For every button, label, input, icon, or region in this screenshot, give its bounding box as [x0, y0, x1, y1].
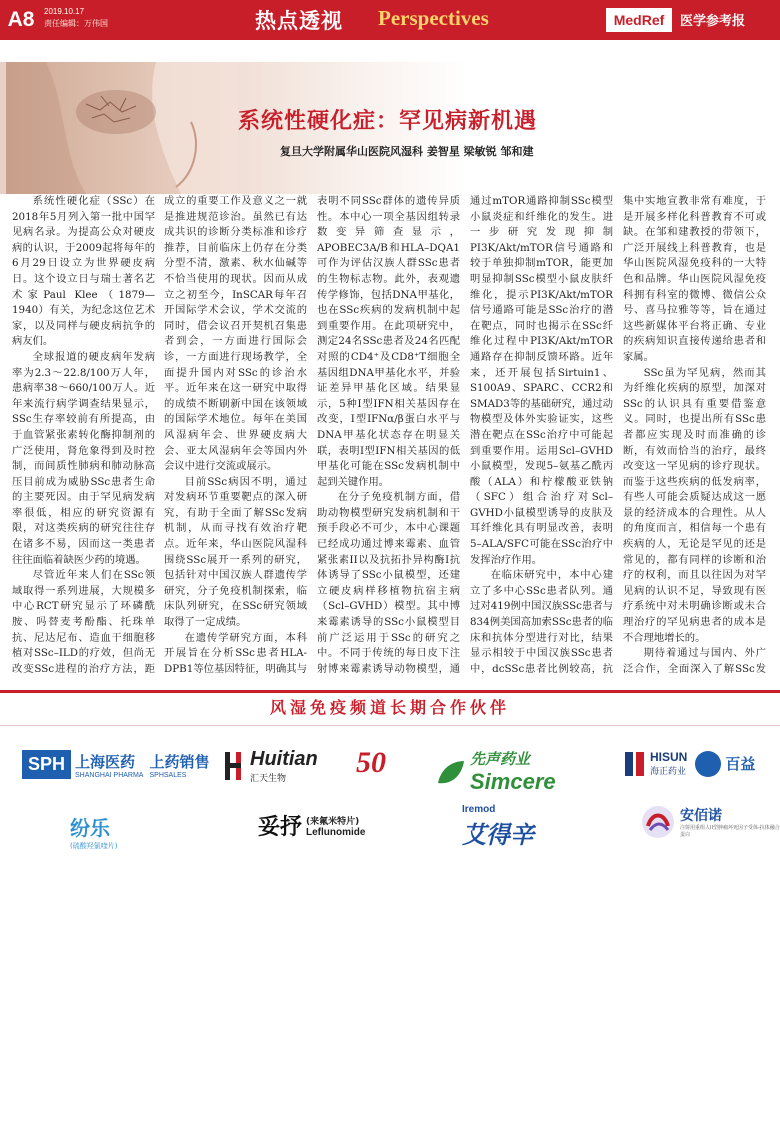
- partner-section-title: 风湿免疫频道长期合作伙伴: [0, 690, 780, 726]
- simcere-leaf-icon: [436, 757, 466, 787]
- leflunomide-name-en: Leflunomide: [306, 826, 366, 838]
- article-column-1: [12, 194, 155, 674]
- paragraph: 成立的重要工作及意义之一就是推进规范诊治。虽然已有达成共识的诊断分类标准和诊疗推荐，目前临床上仍存在分类分型不清，激素、秋水仙碱等不恰当使用的现状。因而从成立之初至今，InSCAR每年召开国际学术会议，学术交流的同时，借会议召开契机召集患者到会，一方面进行国际会诊，一方面进行现场教学，全面提升国内对SSc的诊治水平。近年来在这一研究中取得的成绩不断刷新中国在该领域的国际学术地位。每年在美国风湿病年会、世界硬皮病大会、亚太风湿病年会等国内外会议中进行交流或展示。: [164, 195, 307, 473]
- paragraph: 通过mTOR通路抑制SSc模型小鼠炎症和纤维化的发生。进一步研究发现抑制PI3K/Akt/mTOR信号通路和较于单独抑制mTOR，能更加明显抑制SSc模型小鼠皮肤纤维化，提示PI3K/Akt/mTOR信号通路可能是SSc治疗的潜在靶点，同时也揭示在SSc纤维化过程中PI3K/Akt/mTOR通路存在抑制反馈环路。近年来，还开展包括Sirtuin1、S100A9、SPARC、CCR2和SMAD3等的基础研究，通过动物模型及体外实验证实，这些潜在靶点在SSc治疗中可能起到重要作用。运用Scl–GVHD小鼠模型，发现5–氨基乙酰丙酸（ALA）和柠檬酸亚铁钠（SFC）组合治疗对Scl–GVHD小鼠模型诱导的皮肤及耳纤维化具有明显改善，表明5–ALA/SFC可能在SSc治疗中发挥治疗作用。: [470, 195, 613, 566]
- paragraph: 系统性硬化症（SSc）在2018年5月列入第一批中国罕见病名录。为提高公众对硬皮病的认识，于2009起将每年的6月29日设立为世界硬皮病日。这个设立日与瑞士著名艺术家Paul Klee（1879—1940）有关，为纪念这位艺术家，以及同样与硬皮病抗争的病友们。: [12, 195, 155, 348]
- paragraph: 尽管近年来人们在SSc领域取得一系列进展，大规模多中心RCT研究显示了环磷酰胺、吗替麦考酚酯、托珠单抗、尼达尼布、造血干细胞移植对SSc–ILD的疗效，但尚无改变SSc进程的治疗方法，距: [12, 569, 155, 674]
- sph-logo: [22, 750, 210, 779]
- anniversary-50-logo: [356, 746, 386, 780]
- paragraph: 期待着通过与国内、外广泛合作，全面深入了解SSc发: [623, 647, 766, 674]
- sph-sales-name: 上药销售: [149, 752, 210, 771]
- hisun-logo: [624, 750, 755, 777]
- iremod-name-cn: 艾得辛: [462, 821, 534, 849]
- paragraph: 在分子免疫机制方面，借助动物模型研究发病机制和干预手段必不可少，本中心课题已经成功通过博来霉素、血管紧张素II以及抗拓扑异构酶I抗体诱导了SSc小鼠模型，还建立硬皮病样移植物抗宿主病（Scl–GVHD）模型。其中博来霉素诱导的SSc小鼠模型目前广泛运用于SSc的研究之中。不同于传统的每日皮下注射博来霉素诱导动物模型，通: [317, 491, 460, 674]
- fenle-name: 纷乐: [70, 816, 110, 840]
- huitian-name-cn: 汇天生物: [250, 774, 287, 784]
- hero-face-illustration: [6, 62, 238, 194]
- hisun-emblem-icon: [624, 751, 646, 777]
- leflunomide-logo: [258, 810, 365, 841]
- partner-section: [0, 690, 780, 1144]
- article-hero: [0, 62, 780, 194]
- page-header: [0, 0, 780, 40]
- page-number: A8: [0, 0, 42, 40]
- anbainuo-name: 安佰诺: [680, 808, 722, 824]
- paragraph: 表明不同SSc群体的遗传异质性。本中心一项全基因组转录数变异筛查显示，APOBEC3A/B和HLA–DQA1可作为评估汉族人群SSc患者的生物标志物。此外，表观遗传学修饰，包括DNA甲基化，也在SSc疾病的发病机制中起到重要作用。在此项研究中，测定24名SSc患者及24名匹配对照的CD4⁺及CD8⁺T细胞全基因组DNA甲基化水平，并验证差异甲基化区域。结果显示，5种I型IFN相关基因存在改变，I型IFNα/β蛋白水平与DNA甲基化状态存在明显关联，表明I型IFN相关基因的低甲基化可能在SSc发病机制中起到关键作用。: [317, 195, 460, 488]
- article-column-5: [623, 194, 766, 674]
- sph-mark: SPH: [22, 750, 71, 779]
- brand-name: 医学参考报: [680, 14, 746, 29]
- paragraph: SSc虽为罕见病，然而其为纤维化疾病的原型，加深对SSc的认识具有重要借鉴意义。同时，也提出所有SSc患者都应实现及时而准确的诊断，有效而恰当的治疗，最终改变这一罕见病的诊疗现状。而鉴于这些疾病的低发病率，有些人可能会质疑达成这一愿景的经济成本的合理性。从人的角度而言，相信每一个患有疾病的人，无论是罕见的还是常见的，都有同样的诊断和治疗的权利，而且以往因为对罕见病的认识不足，导致现有医疗系统中对未明确诊断或未合理治疗的罕见病患者的成本是不合理地增长的。: [623, 366, 766, 644]
- paragraph: 在临床研究中，本中心建立了多中心SSc患者队列。通过对419例中国汉族SSc患者与834例美国高加索SSc患者的临床和抗体分型进行对比，结果显示相较于中国汉族SSc患者中，dcSSc患者比例较高，抗: [470, 569, 613, 674]
- fenle-logo: [70, 812, 117, 851]
- sph-name: 上海医药: [75, 752, 136, 771]
- leflunomide-name: 妥抒: [258, 815, 303, 840]
- article-column-3: [317, 194, 460, 674]
- huitian-logo: [222, 748, 318, 784]
- article-body: [12, 194, 768, 674]
- editor-credit: 责任编辑：万伟国: [44, 19, 108, 28]
- issue-meta: [44, 6, 108, 30]
- iremod-logo: [462, 804, 534, 850]
- fenle-subtitle: (硫酸羟氯喹片): [70, 842, 118, 850]
- brand-logo: MedRef: [606, 8, 672, 32]
- baiyi-name: 百益: [725, 755, 756, 773]
- article-column-2: [164, 194, 307, 674]
- article-column-4: [470, 194, 613, 674]
- simcere-name: Simcere: [470, 769, 556, 794]
- sph-name-en: SHANGHAI PHARMA: [75, 771, 144, 779]
- leflunomide-subtitle: (来氟米特片): [306, 816, 360, 827]
- iremod-name: Iremod: [462, 804, 496, 815]
- section-title-en: Perspectives: [378, 6, 489, 30]
- anbainuo-emblem-icon: [640, 804, 676, 840]
- simcere-name-cn: 先声药业: [470, 750, 531, 768]
- anniversary-50: 50: [356, 746, 386, 779]
- anbainuo-logo: [640, 804, 780, 840]
- anbainuo-subtitle: 注射用重组人II型肿瘤坏死因子受体-抗体融合蛋白: [680, 825, 780, 838]
- baiyi-emblem-icon: [695, 751, 721, 777]
- simcere-logo: [436, 748, 556, 795]
- huitian-emblem-icon: [222, 750, 246, 782]
- hisun-name-cn: 海正药业: [650, 767, 687, 777]
- paragraph: 目前SSc病因不明，通过对发病环节重要靶点的深入研究，有助于全面了解SSc发病机制，从而寻找有效治疗靶点。近年来，华山医院风湿科围绕SSc展开一系列的研究，包括针对中国汉族人群遗传学研究，分子免疫机制探索，临床队列研究，在SSc研究领域取得了一定成绩。: [164, 475, 307, 629]
- paragraph: 在遗传学研究方面，本科开展旨在分析SSc患者HLA-DPB1等位基因特征，明确其与: [164, 631, 307, 674]
- paragraph: 全球报道的硬皮病年发病率为2.3～22.8/100万人年，患病率38～660/100万人。近年来流行病学调查结果显示，SSc生存率较前有所提高，由于血管紧张素转化酶抑制剂的广泛使用，肾危象得到及时控制，而间质性肺病和肺动脉高压目前成为威胁SSc患者生命的主要死因。由于罕见病发病率很低，相应的研究资源有限，对这类疾病的研究往往存在诸多不易，因而这一类患者往往面临着缺医少药的境遇。: [12, 350, 155, 566]
- article-byline: 复旦大学附属华山医院风湿科 姜智星 梁敏锐 邹和建: [280, 145, 534, 158]
- hisun-name: HISUN: [650, 750, 688, 764]
- sph-sales-name-en: SPHSALES: [149, 771, 187, 779]
- paragraph: 集中实地宣教非常有难度，于是开展多样化科普教育不可或缺。在邹和建教授的带领下，广泛开展线上科普教育，也是华山医院风湿免疫科的一大特色和品牌。华山医院风湿免疫科拥有科室的微博、微信公众号、喜马拉雅等等，旨在通过这些新媒体平台将正确、专业的疾病知识直接传递给患者和家属。: [623, 195, 766, 363]
- section-title: 热点透视: [255, 9, 343, 33]
- huitian-name: Huitian: [250, 748, 318, 770]
- article-title: 系统性硬化症：罕见病新机遇: [238, 109, 538, 134]
- issue-date: 2019.10.17: [44, 7, 85, 16]
